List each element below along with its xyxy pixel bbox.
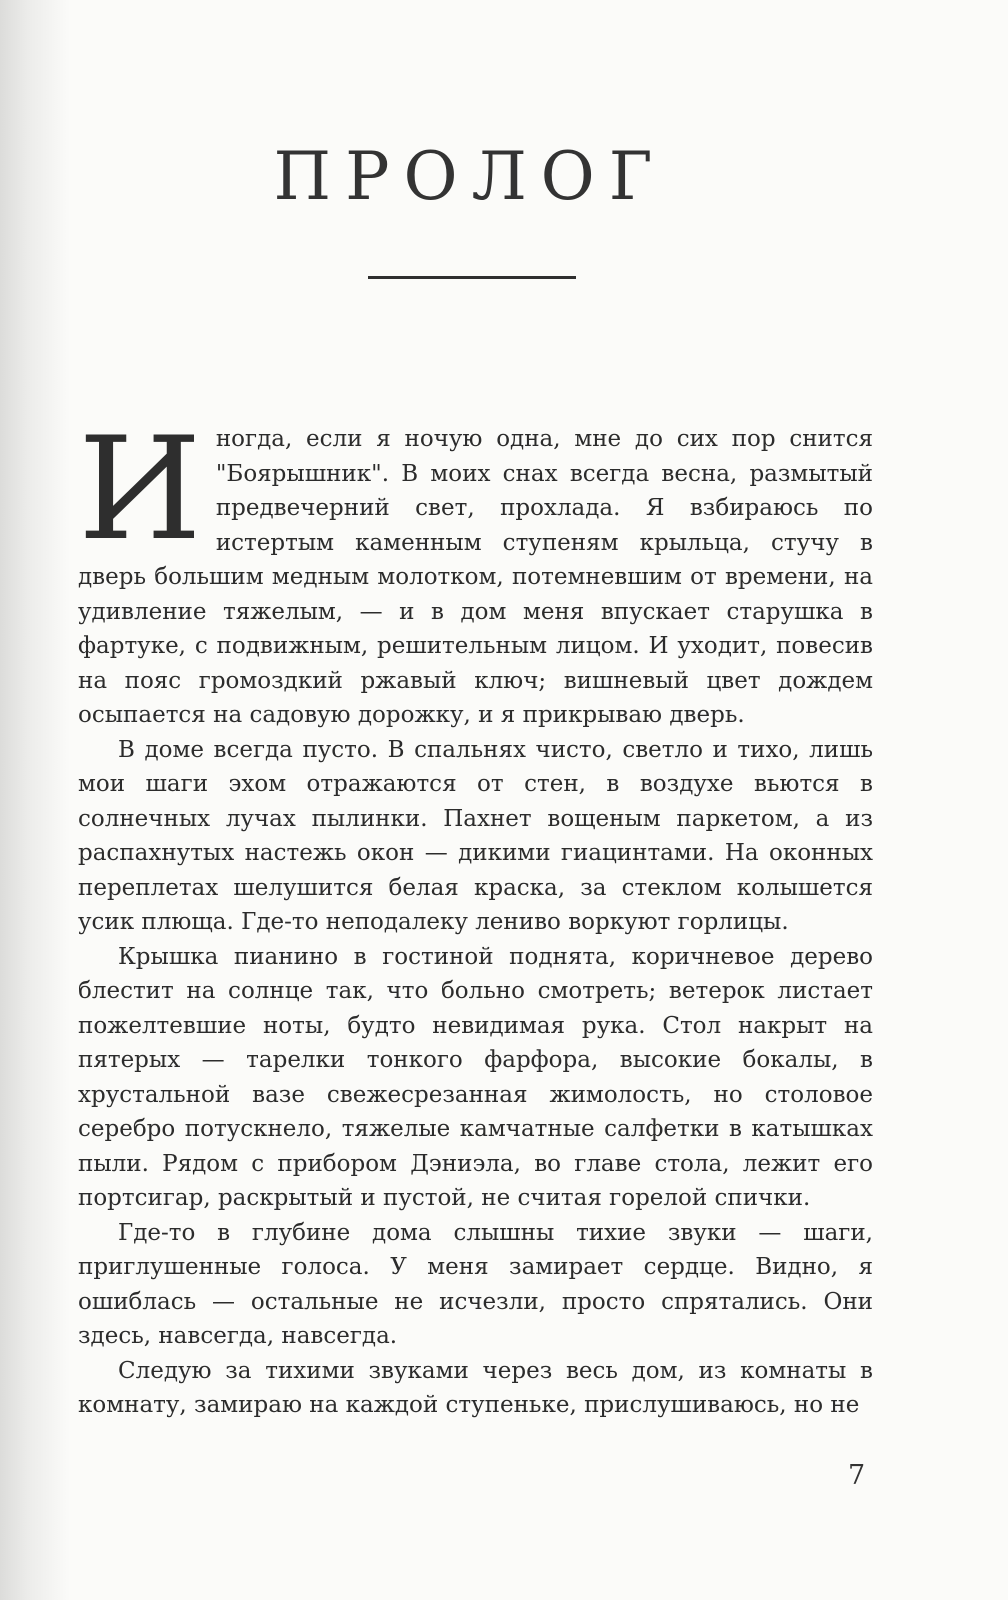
body-text: [78, 407, 873, 1423]
paragraph-1: [78, 407, 873, 733]
page-gutter-shadow: [0, 0, 70, 1600]
chapter-title: ПРОЛОГ: [273, 138, 667, 215]
paragraph-1-text: ногда, если я ночую одна, мне до сих пор снится "Боярышник". В моих снах всегда весна, размытый предвечерний свет, прохлада. Я взбираюсь по истертым каменным ступеням крыльца, стучу в дверь большим медным молотком, потемневшим от времени, на удивление тяжелым, — и в дом меня впускает старушка в фартуке, с подвижным, решительным лицом. И уходит, повесив на пояс громоздкий ржавый ключ; вишневый цвет дождем осыпается на садовую дорожку, и я прикрываю дверь.: [78, 426, 873, 728]
page-number: 7: [848, 1460, 866, 1491]
title-divider: [368, 276, 576, 279]
paragraph-5: Следую за тихими звуками через весь дом, из комнаты в комнату, замираю на каждой ступеньке, прислушиваюсь, но не: [78, 1357, 873, 1418]
paragraph-4: Где-то в глубине дома слышны тихие звуки — шаги, приглушенные голоса. У меня замирает сердце. Видно, я ошиблась — остальные не исчезли, просто спрятались. Они здесь, навсегда, навсегда.: [78, 1219, 873, 1349]
paragraph-2: В доме всегда пусто. В спальнях чисто, светло и тихо, лишь мои шаги эхом отражаются от стен, в воздухе вьются в солнечных лучах пылинки. Пахнет вощеным паркетом, а из распахнутых настежь окон — дикими гиацинтами. На оконных переплетах шелушится белая краска, за стеклом колышется усик плюща. Где-то неподалеку лениво воркуют горлицы.: [78, 736, 873, 935]
drop-cap: И: [78, 407, 202, 572]
paragraph-3: Крышка пианино в гостиной поднята, коричневое дерево блестит на солнце так, что больно смотреть; ветерок листает пожелтевшие ноты, будто невидимая рука. Стол накрыт на пятерых — тарелки тонкого фарфора, высокие бокалы, в хрустальной вазе свежесрезанная жимолость, но столовое серебро потускнело, тяжелые камчатные салфетки в катышках пыли. Рядом с прибором Дэниэла, во главе стола, лежит его портсигар, раскрытый и пустой, не считая горелой спички.: [78, 943, 873, 1211]
